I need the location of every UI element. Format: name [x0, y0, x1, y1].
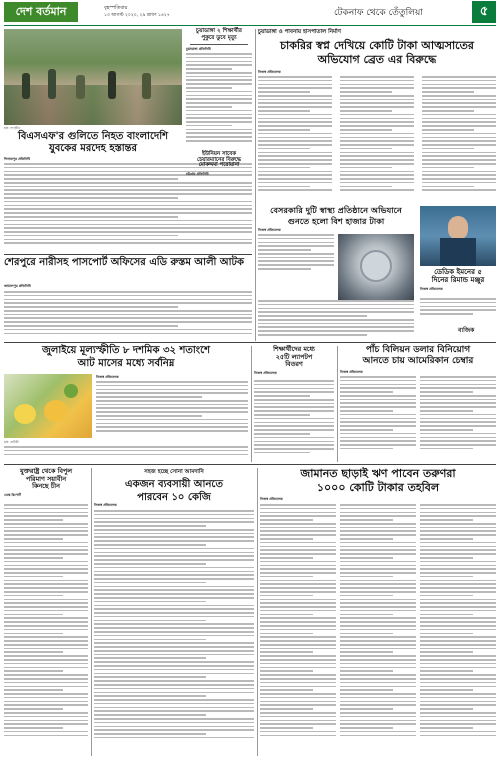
chakri-byline: নিজস্ব প্রতিবেদক [258, 70, 281, 74]
inflation-headline-2: আট মাসের মধ্যে সর্বনিম্ন [77, 357, 175, 369]
masthead-rule [4, 25, 496, 26]
passport-headline: শেরপুরে নারীসহ পাসপোর্ট অফিসের এডি রুস্তম আলী আটক [4, 257, 244, 268]
investment-byline: নিজস্ব প্রতিবেদক [340, 370, 363, 374]
bgb-photo-caption: ছবি: সংগৃহীত [4, 126, 21, 130]
chakri-headline-2: অভিযোগ ব্রেত এর বিরুদ্ধে [317, 52, 437, 66]
clinic-headline-2: গুনতে হলো বিশ হাজার টাকা [287, 215, 385, 226]
bgb-byline: দিনাজপুর প্রতিনিধি [4, 157, 31, 161]
investment-story [340, 346, 496, 367]
chakri-story [258, 29, 496, 65]
school-headline-2: পুকুরে ডুবে মৃত্যু [201, 34, 237, 41]
clinic-byline: নিজস্ব প্রতিবেদক [258, 228, 281, 232]
investment-headline-1: পাঁচ বিলিয়ন ডলার বিনিয়োগ [365, 345, 471, 355]
uk-byline: ডেস্ক রিপোর্ট [4, 493, 21, 498]
union-headline-2: চেয়ারম্যানের বিরুদ্ধে [197, 156, 241, 163]
bgb-story [4, 132, 182, 154]
uk-story [4, 468, 88, 499]
masthead-logo: দেশ বর্তমান [4, 2, 78, 22]
ad-brand: বাজিক [458, 327, 475, 334]
uk-headline-2: পরিমাণ সয়াবীন [25, 474, 67, 483]
union-headline-1: ইউনিয়ন সাবেক [201, 151, 237, 157]
bgb-photo [4, 29, 182, 125]
masthead [0, 0, 500, 26]
masthead-day: বৃহস্পতিবার [104, 5, 128, 11]
chakri-headline-1: চাকরির স্বপ্ন দেখিয়ে কোটি টাকা আত্মসাতের [280, 39, 474, 52]
clinic-photo [338, 234, 414, 300]
investment-headline-2: আনতে চায় আমেরিকান চেম্বার [362, 356, 474, 367]
bgb-headline-2: যুবকের মরদেহ হস্তান্তর [48, 142, 138, 154]
laptop-story [254, 346, 334, 377]
school-headline-1: চুয়াডাঙ্গা ২ শিক্ষার্থীর [196, 28, 242, 34]
masthead-date: ১৩ আগস্ট ২০২০, ২৯ শ্রাবণ ১৪২৭ [104, 13, 170, 18]
gold-headline-2: পারবেন ১০ কেজি [137, 491, 211, 503]
bgb-headline-1: বিএসএফ'র গুলিতে নিহত বাংলাদেশি [17, 131, 169, 142]
loan-headline-1: জামানত ছাড়াই ঋণ পাবেন তরুণরা [300, 467, 456, 480]
school-story [186, 29, 252, 149]
loan-headline-2: ১০০০ কোটি টাকার তহবিল [316, 480, 440, 494]
gold-headline-1: একজন ব্যবসায়ী আনতে [125, 479, 223, 490]
laptop-headline-2: ২৫টি ল্যাপটপ [275, 352, 313, 361]
school-byline: চুয়াডাঙ্গা প্রতিনিধি [186, 47, 211, 51]
deadline-photo [420, 206, 496, 266]
loan-story [260, 468, 496, 493]
laptop-headline-1: শিক্ষার্থীদের মধ্যে [273, 345, 315, 353]
deadline-byline: নিজস্ব প্রতিবেদক [420, 286, 443, 291]
masthead-section: টেকনাফ থেকে তেঁতুলিয়া [334, 8, 423, 18]
uk-headline-1: যুক্তরাষ্ট্র থেকে বিপুল [19, 467, 73, 475]
clinic-headline-1: বেসরকারি দুটি স্বাস্থ্য প্রতিষ্ঠানে অভিযানে [270, 205, 402, 215]
union-byline: চট্টগ্রাম প্রতিনিধি [186, 172, 209, 177]
inflation-byline: নিজস্ব প্রতিবেদক [96, 375, 119, 379]
union-story [186, 152, 252, 178]
inflation-headline-1: জুলাইয়ে মূল্যস্ফীতি ৮ দশমিক ৩২ শতাংশে [41, 345, 211, 356]
laptop-byline: নিজস্ব প্রতিবেদক [254, 371, 277, 376]
laptop-headline-3: বিতরণ [285, 360, 303, 369]
gold-byline: নিজস্ব প্রতিবেদক [94, 503, 117, 507]
loan-byline: নিজস্ব প্রতিবেদক [260, 497, 283, 501]
passport-body [4, 291, 252, 339]
inflation-photo [4, 374, 92, 438]
uk-headline-3: কিনছে চীন [32, 482, 60, 491]
union-headline-3: মোকদ্দমা পরোয়ানা [198, 162, 240, 169]
clinic-story [258, 206, 414, 225]
inflation-story [4, 346, 248, 369]
deadline-story [420, 268, 496, 293]
inflation-photo-caption: ছবি: প্রতীকী [4, 440, 19, 444]
page-number: ৫ [472, 1, 496, 23]
chakri-kicker: চুয়াডাঙ্গা ও পাবনায় হাসপাতাল নির্মাণ [258, 29, 341, 35]
deadline-headline-2: দিনের রিমান্ড মঞ্জুর [431, 275, 485, 285]
gold-story [94, 468, 254, 503]
deadline-headline-1: ডেডিক ইমনের ৫ [434, 267, 482, 276]
passport-byline: জামালপুর প্রতিনিধি [4, 284, 31, 288]
gold-kicker: সহজ হচ্ছে সোনা আমদানি [144, 469, 204, 475]
